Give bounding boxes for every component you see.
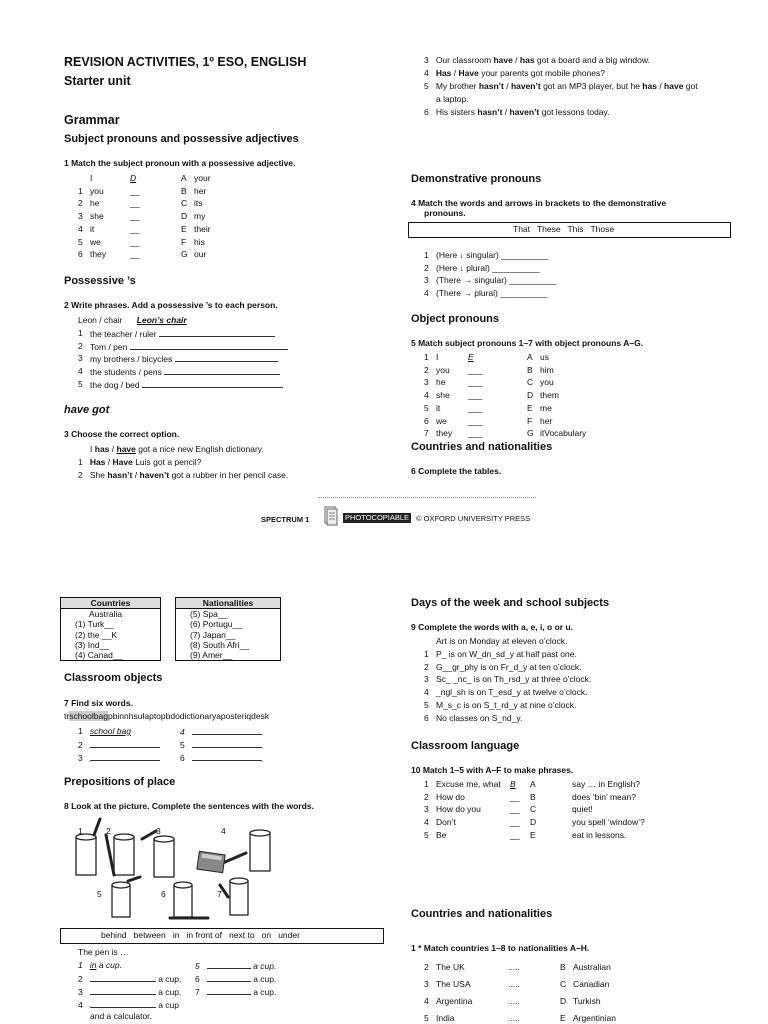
s3-l2-opt2: haven’t <box>139 470 170 480</box>
s2-item: the teacher / ruler <box>90 328 275 339</box>
s10-answer: B <box>510 779 516 789</box>
s3-l1-opt1: Has <box>89 457 106 467</box>
s10-answer: __ <box>510 817 520 828</box>
s8-picture-label: 1 <box>78 826 83 836</box>
s11-country: Argentina <box>436 996 473 1006</box>
s3-l4-opt1: Has <box>435 68 452 78</box>
s8-intro: The pen is … <box>78 947 129 957</box>
s9-item: No classes on S_nd_y. <box>436 712 523 723</box>
s5-letter: C <box>527 377 534 388</box>
s7-puzzle-pre: tr <box>64 711 70 721</box>
s1-adjective: her <box>194 185 207 196</box>
s7-n5: 5 <box>180 740 185 750</box>
countries-table <box>60 597 161 661</box>
s7-line-6 <box>180 752 262 763</box>
s1-pronoun: you <box>90 185 104 196</box>
nationalities-header: Nationalities <box>176 598 281 609</box>
s3-line-5: 5 My brother hasn’t / haven’t got an MP3 player, but he has / have got <box>424 81 698 91</box>
s11-dots: ..... <box>508 996 520 1006</box>
s5-answer: ___ <box>468 415 483 426</box>
s7-line-3 <box>78 752 160 763</box>
s9-item: M_s_c is on S_t_rd_y at nine o’clock. <box>436 700 577 710</box>
s7-n4: 4 <box>180 727 185 737</box>
s1-answer: D <box>130 173 137 183</box>
s8-line-7 <box>195 986 276 997</box>
nationality-cell: (7) Japan__ <box>176 630 281 640</box>
s4-words: That These This Those <box>513 224 615 234</box>
s3-l2-pre: She <box>89 470 108 480</box>
s1-adjective: its <box>194 198 203 209</box>
s1-adjective: their <box>194 223 211 234</box>
s4-heading: Demonstrative pronouns <box>411 173 542 185</box>
s4-num: 4 <box>424 288 429 299</box>
s7-heading: Classroom objects <box>64 672 163 684</box>
s7-puzzle <box>64 711 269 721</box>
s1-answer: __ <box>130 249 140 260</box>
s5-letter: D <box>527 390 534 401</box>
s1-answer: __ <box>130 236 140 247</box>
unit-title: Starter unit <box>64 74 131 88</box>
s2-example-answer: Leon’s chair <box>136 315 187 325</box>
s9-heading: Days of the week and school subjects <box>411 597 610 609</box>
s5-num: 1 <box>424 352 429 362</box>
s5-heading: Object pronouns <box>411 313 499 325</box>
s11-num: 2 <box>424 962 429 972</box>
s8-ex-rest: a cup. <box>96 960 122 970</box>
grammar-heading: Grammar <box>64 113 120 127</box>
s3-line-2: 2 She hasn’t / haven’t got a rubber in her pencil case. <box>78 470 289 480</box>
s4-instruction-cont: pronouns. <box>424 208 466 218</box>
s7-instruction: 7 Find six words. <box>64 698 133 708</box>
s8-ex-ans: in <box>89 960 97 970</box>
s10-num: 2 <box>424 791 429 802</box>
s3-line-1: 1 Has / Have Luis got a pencil? <box>78 457 202 467</box>
s2-example <box>78 315 187 325</box>
s11-num: 4 <box>424 996 429 1006</box>
s11-nationality: Argentinian <box>573 1013 617 1023</box>
s5-answer: ___ <box>468 402 483 413</box>
s11-heading: Countries and nationalities <box>411 908 553 920</box>
s11-dots: ..... <box>508 962 520 972</box>
s9-num: 1 <box>424 648 429 659</box>
s10-letter: E <box>530 829 536 840</box>
s4-num: 3 <box>424 275 429 286</box>
s11-country: The UK <box>436 962 465 972</box>
nationality-cell: (9) Amer__ <box>176 650 281 661</box>
s3-l3-opt2: has <box>519 55 535 65</box>
s1-pronoun: she <box>90 211 104 222</box>
s8-picture-label: 5 <box>97 889 102 899</box>
s7-n6: 6 <box>180 753 185 763</box>
s5-object: her <box>540 415 553 426</box>
s11-letter: E <box>560 1013 566 1023</box>
s1-answer: __ <box>130 223 140 234</box>
s8-picture-label: 6 <box>161 889 166 899</box>
s3-l2-post: got a rubber in her pencil case. <box>169 470 289 480</box>
s1-num: 4 <box>78 223 83 234</box>
s3-l1-opt2: Have <box>112 457 133 467</box>
s5-num: 5 <box>424 402 429 413</box>
s5-num: 3 <box>424 377 429 388</box>
s10-left: Be <box>436 829 447 840</box>
s10-letter: C <box>530 804 537 815</box>
s2-item: the dog / bed <box>90 379 283 390</box>
s4-instruction: 4 Match the words and arrows in brackets to the demonstrative <box>411 198 667 208</box>
s5-pronoun: we <box>436 415 447 426</box>
s8-instruction: 8 Look at the picture. Complete the sentences with the words. <box>64 801 314 811</box>
s5-letter: G <box>527 428 534 439</box>
s10-left: How do <box>436 791 465 802</box>
s5-answer: ___ <box>468 390 483 401</box>
s2-instruction: 2 Write phrases. Add a possessive ’s to each person. <box>64 300 278 310</box>
s9-item: P_ is on W_dn_sd_y at half past one. <box>436 648 577 659</box>
s3-line-3: 3 Our classroom have / has got a board and a big window. <box>424 55 650 65</box>
s7-n2: 2 <box>78 740 83 750</box>
s8-picture-label: 2 <box>106 826 111 836</box>
s1-adjective: your <box>194 173 211 183</box>
s10-letter: B <box>530 791 536 802</box>
s1-num: 5 <box>78 236 83 247</box>
s1-pronoun: it <box>90 223 95 234</box>
s3-l6-post: got lessons today. <box>539 107 610 117</box>
s9-item: G__gr_phy is on Fr_d_y at ten o’clock. <box>436 661 582 672</box>
s10-num: 1 <box>424 779 429 789</box>
s5-object: them <box>540 390 559 401</box>
s1-pronoun: they <box>90 249 107 260</box>
s4-num: 2 <box>424 262 429 273</box>
s1-letter: D <box>181 211 188 222</box>
s3-l3-pre: Our classroom <box>435 55 494 65</box>
s8-l2-t: a cup. <box>155 974 182 984</box>
s3-l5-opt2: haven’t <box>510 81 541 91</box>
s1-letter: G <box>181 249 188 260</box>
s1-answer: __ <box>130 185 140 196</box>
country-cell: (3) Ind__ <box>61 640 161 650</box>
s7-example: school bag <box>89 726 131 736</box>
s3-l6-pre: His sisters <box>435 107 478 117</box>
s1-num: 3 <box>78 211 83 222</box>
s5-object: you <box>540 377 554 388</box>
s8-heading: Prepositions of place <box>64 776 176 788</box>
s3-l1-post: Luis got a pencil? <box>132 457 202 467</box>
s8-word-box <box>60 928 384 944</box>
s8-n6: 6 <box>195 974 200 984</box>
s1-pronoun: he <box>90 198 100 209</box>
s4-item: (Here ↓ singular) __________ <box>436 250 549 260</box>
s2-example-question: Leon / chair <box>78 315 123 325</box>
s8-n4: 4 <box>78 1000 83 1010</box>
s8-line-6 <box>195 973 276 984</box>
s3-heading: have got <box>64 404 110 416</box>
s5-answer: E <box>468 352 474 362</box>
s2-num: 3 <box>78 353 83 364</box>
s10-left: Excuse me, what <box>436 779 501 789</box>
s3-l6-opt2: haven’t <box>509 107 540 117</box>
s1-letter: C <box>181 198 188 209</box>
calculator-icon <box>197 851 225 872</box>
s5-pronoun: you <box>436 364 450 375</box>
s11-nationality: Canadian <box>573 979 610 989</box>
s5-object: me <box>540 402 552 413</box>
s2-heading: Possessive ’s <box>64 275 136 287</box>
s10-right: does ‘bin’ mean? <box>572 791 636 802</box>
s3-example <box>90 444 264 454</box>
s1-letter: F <box>181 236 187 247</box>
s9-item: _ngl_sh is on T_esd_y at twelve o’clock. <box>436 687 588 698</box>
cups-picture <box>70 815 280 925</box>
s1-letter: E <box>181 223 187 234</box>
s5-pronoun: it <box>436 402 441 413</box>
s11-nationality: Turkish <box>573 996 601 1006</box>
s5-num: 7 <box>424 428 429 439</box>
s11-instruction: 1 * Match countries 1–8 to nationalities A–H. <box>411 943 590 953</box>
s11-num: 3 <box>424 979 429 989</box>
s10-left: How do you <box>436 804 481 815</box>
photocopy-icon <box>324 506 338 526</box>
s2-item: the students / pens <box>90 366 280 377</box>
s8-picture-label: 4 <box>221 826 226 836</box>
s8-l3-t: a cup. <box>155 987 182 997</box>
s3-instruction: 3 Choose the correct option. <box>64 429 180 439</box>
s5-letter: F <box>527 415 533 426</box>
s5-letter: B <box>527 364 533 375</box>
s5-answer: ___ <box>468 377 483 388</box>
s1-adjective: my <box>194 211 206 222</box>
s2-num: 5 <box>78 378 83 389</box>
s3-ex-post: got a nice new English dictionary. <box>135 444 264 454</box>
oup-label: © OXFORD UNIVERSITY PRESS <box>416 514 531 523</box>
s5-num: 6 <box>424 415 429 426</box>
s5-num: 4 <box>424 390 429 401</box>
s1-answer: __ <box>130 198 140 209</box>
s3-line-6: 6 His sisters hasn’t / haven’t got lessons today. <box>424 107 610 117</box>
s5-object: us <box>540 352 549 362</box>
s4-item: (There → singular) __________ <box>436 275 557 286</box>
s3-line-5-cont: a laptop. <box>436 94 469 104</box>
s9-num: 6 <box>424 712 429 723</box>
s1-pronoun: we <box>90 236 101 247</box>
s8-n2: 2 <box>78 974 83 984</box>
s2-num: 1 <box>78 328 83 338</box>
s5-pronoun: they <box>436 428 453 439</box>
s7-puzzle-mark: schoolbag <box>69 711 108 721</box>
s7-line-1 <box>78 726 131 736</box>
s10-num: 5 <box>424 829 429 840</box>
s8-l5-t: a cup. <box>250 961 277 971</box>
s2-item: my brothers / bicycles <box>90 353 278 364</box>
s6-instruction: 6 Complete the tables. <box>411 466 502 476</box>
s7-line-5 <box>180 739 262 750</box>
spectrum-label: SPECTRUM 1 <box>261 515 310 524</box>
s8-l7-t: a cup. <box>250 987 277 997</box>
s9-item: Art is on Monday at eleven o’clock. <box>436 636 568 646</box>
nationalities-body <box>176 609 281 661</box>
country-cell: (1) Turk__ <box>61 619 161 629</box>
s11-letter: B <box>560 962 566 972</box>
s4-item: (There → plural) __________ <box>436 288 548 299</box>
s9-item: Sc_ _nc_ is on Th_rsd_y at three o’clock. <box>436 674 592 685</box>
s11-nationality: Australian <box>573 962 611 972</box>
s9-num: 5 <box>424 700 429 710</box>
s2-num: 4 <box>78 366 83 377</box>
s5-object: him <box>540 364 554 375</box>
s3-l5-post: got <box>683 81 698 91</box>
nationality-cell: (8) South Afri__ <box>176 640 281 650</box>
s2-item: Tom / pen <box>90 341 288 352</box>
s5-answer: ___ <box>468 364 483 375</box>
s10-instruction: 10 Match 1–5 with A–F to make phrases. <box>411 765 574 775</box>
s11-country: The USA <box>436 979 471 989</box>
s8-n5: 5 <box>195 961 200 971</box>
s10-num: 4 <box>424 817 429 828</box>
countries-header: Countries <box>61 598 161 609</box>
s8-words: behind between in in front of next to on under <box>101 930 300 940</box>
s4-item: (Here ↓ plural) __________ <box>436 262 540 273</box>
s10-left: Don’t <box>436 817 456 828</box>
s7-n3: 3 <box>78 753 83 763</box>
country-cell: Australia <box>61 609 161 620</box>
s3-l5-opt4: have <box>664 81 684 91</box>
s3-l3-opt1: have <box>493 55 513 65</box>
s8-n3: 3 <box>78 987 83 997</box>
s5-answer: ___ <box>468 428 483 439</box>
s6-heading: Countries and nationalities <box>411 441 553 453</box>
s3-l2-opt1: hasn’t <box>107 470 133 480</box>
s3-ex-sep: / <box>109 444 117 454</box>
s8-line-1 <box>78 960 122 970</box>
s10-answer: __ <box>510 804 520 815</box>
s3-ex-opt1: has <box>94 444 110 454</box>
nationality-cell: (5) Spa__ <box>176 609 281 620</box>
s8-line-4-cont: and a calculator. <box>90 1011 152 1021</box>
worksheet-title: REVISION ACTIVITIES, 1º ESO, ENGLISH <box>64 55 307 69</box>
s1-adjective: our <box>194 249 207 260</box>
s11-country: India <box>436 1013 455 1023</box>
s8-n7: 7 <box>195 987 200 997</box>
s10-right: eat in lessons. <box>572 829 627 840</box>
nationality-cell: (6) Portugu__ <box>176 619 281 629</box>
s8-picture-label: 3 <box>156 826 161 836</box>
s10-right: you spell ‘window’? <box>572 817 645 828</box>
s10-num: 3 <box>424 804 429 815</box>
footer-rule <box>318 497 536 498</box>
s3-l5-opt1: hasn’t <box>478 81 504 91</box>
s8-l6-t: a cup. <box>250 974 277 984</box>
countries-body <box>61 609 161 661</box>
s9-num: 4 <box>424 687 429 698</box>
s5-pronoun: I <box>436 352 439 362</box>
s8-n1: 1 <box>78 960 83 970</box>
s4-num: 1 <box>424 250 429 260</box>
s3-l4-opt2: Have <box>458 68 479 78</box>
s5-instruction: 5 Match subject pronouns 1–7 with object pronouns A–G. <box>411 338 644 348</box>
s7-n1: 1 <box>78 726 83 736</box>
s10-letter: A <box>530 779 536 789</box>
s8-l4-t: a cup <box>155 1000 179 1010</box>
s11-dots: ..... <box>508 1013 520 1023</box>
s5-letter: A <box>527 352 533 362</box>
s1-letter: B <box>181 185 187 196</box>
s8-line-2 <box>78 973 181 984</box>
s3-l6-opt1: hasn’t <box>477 107 503 117</box>
s8-line-4 <box>78 999 179 1010</box>
s5-num: 2 <box>424 364 429 375</box>
s1-pronoun: I <box>90 173 93 183</box>
s1-letter: A <box>181 173 187 183</box>
s9-instruction: 9 Complete the words with a, e, i, o or u. <box>411 622 573 632</box>
s1-num: 1 <box>78 185 83 196</box>
s8-picture-label: 7 <box>217 889 222 899</box>
s8-line-3 <box>78 986 181 997</box>
s3-line-4: 4 Has / Have your parents got mobile phones? <box>424 68 605 78</box>
s3-l5-opt3: has <box>642 81 657 91</box>
s10-letter: D <box>530 817 537 828</box>
s10-right: quiet! <box>572 804 593 815</box>
s11-letter: D <box>560 996 567 1006</box>
s11-dots: ..... <box>508 979 520 989</box>
s7-line-2 <box>78 739 160 750</box>
s2-num: 2 <box>78 340 83 351</box>
country-cell: (4) Canad__ <box>61 650 161 661</box>
s1-adjective: his <box>194 236 205 247</box>
s1-heading: Subject pronouns and possessive adjectives <box>64 133 299 145</box>
s10-right: say … in English? <box>572 779 641 789</box>
s10-heading: Classroom language <box>411 740 520 752</box>
s8-line-5 <box>195 960 276 971</box>
country-cell: (2) the __K <box>61 630 161 640</box>
s3-l5-pre: My brother <box>435 81 479 91</box>
s3-ex-opt2: have <box>116 444 136 454</box>
s5-letter: E <box>527 402 533 413</box>
s11-num: 5 <box>424 1013 429 1023</box>
s9-num: 2 <box>424 661 429 672</box>
s3-l3-post: got a board and a big window. <box>534 55 650 65</box>
s5-pronoun: she <box>436 390 450 401</box>
photocopiable-badge: PHOTOCOPIABLE <box>345 513 410 522</box>
s3-ex-pre: I <box>90 444 93 454</box>
s1-num: 2 <box>78 198 83 209</box>
s1-answer: __ <box>130 211 140 222</box>
nationalities-table <box>175 597 281 661</box>
s4-word-box <box>408 222 731 238</box>
s5-pronoun: he <box>436 377 446 388</box>
s1-num: 6 <box>78 249 83 260</box>
s3-l4-post: your parents got mobile phones? <box>478 68 605 78</box>
s3-l5-mid: got an MP3 player, but he <box>540 81 643 91</box>
s7-puzzle-post: pbinnhsulaptopbdodictionaryaposteriqdesk <box>107 711 270 721</box>
s11-letter: C <box>560 979 567 989</box>
s5-object: itVocabulary <box>540 428 587 439</box>
s1-instruction: 1 Match the subject pronoun with a possessive adjective. <box>64 158 296 168</box>
s10-answer: __ <box>510 829 520 840</box>
s9-num: 3 <box>424 674 429 685</box>
s7-line-4 <box>180 726 262 737</box>
s10-answer: __ <box>510 791 520 802</box>
